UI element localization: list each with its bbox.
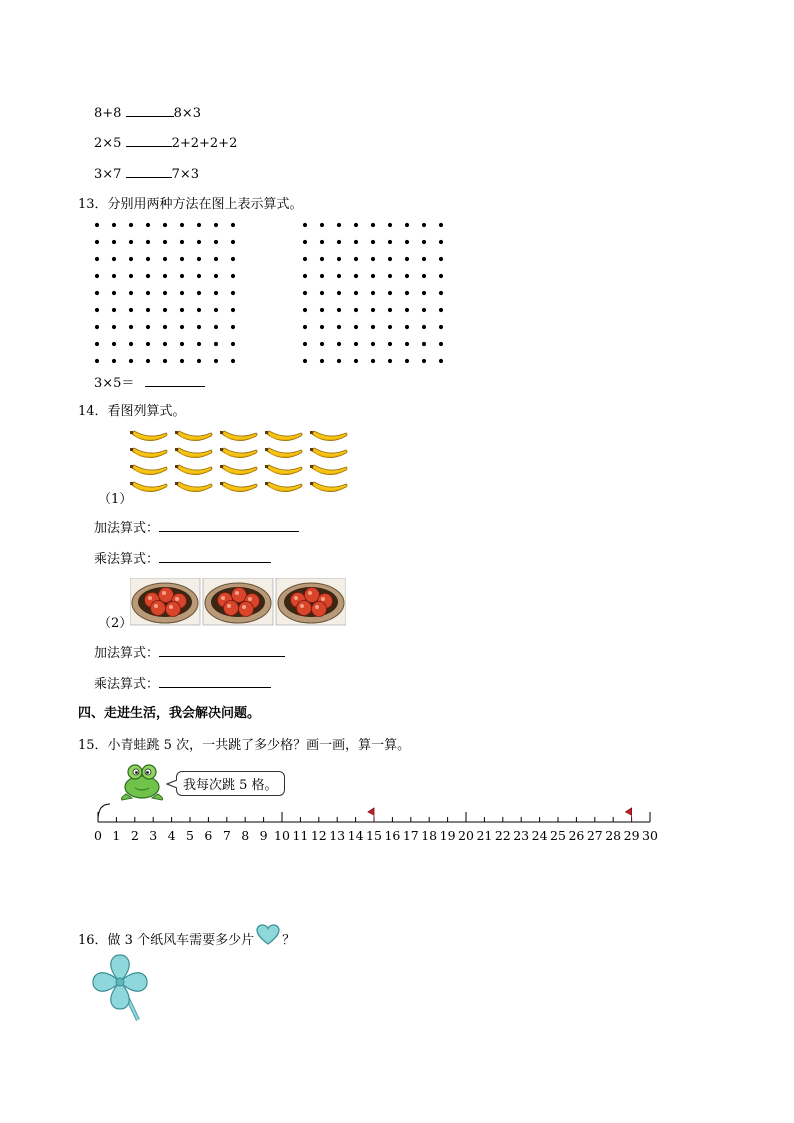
tick-label: 20	[458, 828, 474, 843]
part-2-label: （2）	[98, 616, 133, 631]
grid-dot[interactable]	[371, 223, 375, 227]
question-15: 15．小青蛙跳 5 次，一共跳了多少格？画一画，算一算。	[78, 738, 411, 753]
grid-dot[interactable]	[129, 359, 133, 363]
grid-dot[interactable]	[146, 223, 150, 227]
grid-dot[interactable]	[388, 257, 392, 261]
banana-icon	[220, 465, 257, 475]
grid-dot[interactable]	[354, 308, 358, 312]
grid-dot[interactable]	[180, 257, 184, 261]
grid-dot[interactable]	[354, 274, 358, 278]
grid-dot[interactable]	[112, 325, 116, 329]
grid-dot[interactable]	[95, 274, 99, 278]
comparison-left: 8+8	[94, 106, 122, 121]
comparison-left: 3×7	[94, 167, 122, 182]
grid-dot[interactable]	[337, 257, 341, 261]
banana-icon	[310, 448, 347, 458]
grid-dot[interactable]	[146, 308, 150, 312]
tick-label: 30	[642, 828, 658, 843]
tick-label: 3	[149, 828, 158, 843]
grid-dot[interactable]	[439, 308, 443, 312]
grid-dot[interactable]	[231, 274, 235, 278]
tick-label: 17	[402, 828, 419, 843]
apple-plates-picture	[130, 578, 346, 626]
tick-label: 2	[130, 828, 139, 843]
grid-dot[interactable]	[371, 359, 375, 363]
grid-dot[interactable]	[337, 342, 341, 346]
grid-dot[interactable]	[112, 274, 116, 278]
grid-dot[interactable]	[129, 342, 133, 346]
speech-bubble: 我每次跳 5 格。	[176, 771, 285, 796]
grid-dot[interactable]	[337, 308, 341, 312]
grid-dot[interactable]	[405, 291, 409, 295]
grid-dot[interactable]	[337, 291, 341, 295]
grid-dot[interactable]	[320, 342, 324, 346]
tick-label: 29	[623, 828, 640, 843]
banana-icon	[265, 465, 302, 475]
grid-dot[interactable]	[146, 325, 150, 329]
grid-dot[interactable]	[231, 359, 235, 363]
grid-dot[interactable]	[439, 223, 443, 227]
grid-dot[interactable]	[197, 223, 201, 227]
multiplication-line-2	[94, 675, 271, 693]
tick-label: 16	[384, 828, 401, 843]
tick-label: 8	[241, 828, 250, 843]
grid-dot[interactable]	[405, 240, 409, 244]
grid-dot[interactable]	[303, 240, 307, 244]
answer-blank[interactable]	[126, 104, 174, 117]
grid-dot[interactable]	[320, 325, 324, 329]
grid-dot[interactable]	[439, 291, 443, 295]
grid-dot[interactable]	[95, 291, 99, 295]
grid-dot[interactable]	[422, 359, 426, 363]
grid-dot[interactable]	[303, 325, 307, 329]
dot-grid-left[interactable]	[90, 218, 240, 368]
grid-dot[interactable]	[146, 291, 150, 295]
addition-line-2	[94, 644, 285, 662]
grid-dot[interactable]	[129, 257, 133, 261]
jump-start-arc	[98, 804, 110, 820]
grid-dot[interactable]	[405, 325, 409, 329]
grid-dot[interactable]	[337, 359, 341, 363]
grid-dot[interactable]	[354, 325, 358, 329]
grid-dot[interactable]	[112, 308, 116, 312]
banana-icon	[175, 482, 212, 492]
grid-dot[interactable]	[439, 257, 443, 261]
grid-dot[interactable]	[231, 240, 235, 244]
grid-dot[interactable]	[112, 291, 116, 295]
grid-dot[interactable]	[214, 325, 218, 329]
answer-blank[interactable]	[126, 165, 172, 178]
grid-dot[interactable]	[320, 359, 324, 363]
grid-dot[interactable]	[337, 274, 341, 278]
grid-dot[interactable]	[180, 359, 184, 363]
comparison-1	[94, 104, 201, 122]
grid-dot[interactable]	[337, 223, 341, 227]
grid-dot[interactable]	[180, 308, 184, 312]
grid-dot[interactable]	[146, 274, 150, 278]
grid-dot[interactable]	[388, 359, 392, 363]
comparison-2	[94, 134, 237, 152]
grid-dot[interactable]	[214, 223, 218, 227]
grid-dot[interactable]	[197, 274, 201, 278]
tick-label: 1	[112, 828, 121, 843]
grid-dot[interactable]	[422, 342, 426, 346]
grid-dot[interactable]	[95, 308, 99, 312]
banana-icon	[220, 448, 257, 458]
flag-marker	[626, 808, 632, 822]
grid-dot[interactable]	[388, 274, 392, 278]
grid-dot[interactable]	[129, 274, 133, 278]
grid-dot[interactable]	[303, 342, 307, 346]
tick-label: 24	[531, 828, 548, 843]
grid-dot[interactable]	[163, 223, 167, 227]
grid-dot[interactable]	[422, 325, 426, 329]
grid-dot[interactable]	[439, 240, 443, 244]
grid-dot[interactable]	[371, 240, 375, 244]
grid-dot[interactable]	[95, 325, 99, 329]
number-line-labels	[90, 828, 670, 846]
grid-dot[interactable]	[214, 274, 218, 278]
grid-dot[interactable]	[129, 240, 133, 244]
grid-dot[interactable]	[197, 240, 201, 244]
grid-dot[interactable]	[146, 359, 150, 363]
tick-label: 7	[222, 828, 231, 843]
grid-dot[interactable]	[303, 291, 307, 295]
grid-dot[interactable]	[354, 257, 358, 261]
multiplication-line-1	[94, 550, 271, 568]
grid-dot[interactable]	[371, 274, 375, 278]
answer-blank[interactable]	[159, 519, 299, 532]
q16-text: 16．做 3 个纸风车需要多少片	[78, 933, 255, 948]
answer-blank[interactable]	[126, 134, 172, 147]
tick-label: 21	[476, 828, 493, 843]
grid-dot[interactable]	[214, 342, 218, 346]
grid-dot[interactable]	[129, 291, 133, 295]
grid-dot[interactable]	[197, 359, 201, 363]
grid-dot[interactable]	[180, 274, 184, 278]
grid-dot[interactable]	[422, 257, 426, 261]
apple-plate-icon	[130, 578, 200, 625]
tick-label: 9	[259, 828, 268, 843]
grid-dot[interactable]	[303, 359, 307, 363]
dot-grid-right[interactable]	[298, 218, 448, 368]
grid-dot[interactable]	[129, 325, 133, 329]
banana-icon	[265, 482, 302, 492]
banana-icon	[175, 448, 212, 458]
grid-dot[interactable]	[231, 223, 235, 227]
grid-dot[interactable]	[214, 240, 218, 244]
question-16	[78, 924, 295, 949]
grid-dot[interactable]	[439, 342, 443, 346]
grid-dot[interactable]	[371, 308, 375, 312]
grid-dot[interactable]	[231, 257, 235, 261]
answer-blank[interactable]	[159, 675, 271, 688]
section-4-heading: 四、走进生活，我会解决问题。	[78, 706, 261, 721]
grid-dot[interactable]	[146, 240, 150, 244]
grid-dot[interactable]	[422, 240, 426, 244]
grid-dot[interactable]	[422, 291, 426, 295]
grid-dot[interactable]	[95, 240, 99, 244]
grid-dot[interactable]	[163, 359, 167, 363]
apple-plate-icon	[276, 578, 346, 625]
tick-label: 0	[94, 828, 102, 843]
comparison-right: 7×3	[171, 167, 200, 182]
grid-dot[interactable]	[320, 291, 324, 295]
grid-dot[interactable]	[180, 240, 184, 244]
banana-icon	[130, 431, 167, 441]
frog-icon	[118, 760, 166, 802]
grid-dot[interactable]	[320, 274, 324, 278]
grid-dot[interactable]	[405, 359, 409, 363]
banana-icon	[220, 431, 257, 441]
answer-blank[interactable]	[159, 550, 271, 563]
grid-dot[interactable]	[354, 223, 358, 227]
grid-dot[interactable]	[129, 223, 133, 227]
tick-label: 25	[550, 828, 566, 843]
grid-dot[interactable]	[214, 291, 218, 295]
grid-dot[interactable]	[231, 342, 235, 346]
tick-label: 26	[568, 828, 585, 843]
grid-dot[interactable]	[197, 308, 201, 312]
tick-label: 5	[186, 828, 194, 843]
grid-dot[interactable]	[388, 240, 392, 244]
grid-dot[interactable]	[180, 291, 184, 295]
tick-label: 4	[167, 828, 176, 843]
heart-icon	[256, 924, 280, 946]
grid-dot[interactable]	[146, 342, 150, 346]
grid-dot[interactable]	[354, 342, 358, 346]
tick-label: 13	[329, 828, 346, 843]
grid-dot[interactable]	[388, 291, 392, 295]
expression-text: 3×5＝	[94, 376, 135, 391]
tick-label: 23	[513, 828, 530, 843]
grid-dot[interactable]	[354, 240, 358, 244]
grid-dot[interactable]	[320, 223, 324, 227]
grid-dot[interactable]	[320, 308, 324, 312]
grid-dot[interactable]	[405, 308, 409, 312]
part-1-label: （1）	[98, 492, 133, 507]
grid-dot[interactable]	[439, 325, 443, 329]
apple-plate-icon	[203, 578, 273, 625]
q13-expression	[94, 374, 205, 392]
grid-dot[interactable]	[303, 308, 307, 312]
mul-label: 乘法算式：	[94, 552, 160, 567]
grid-dot[interactable]	[163, 240, 167, 244]
tick-label: 15	[366, 828, 382, 843]
add-label: 加法算式：	[94, 646, 160, 661]
q16-suffix: ？	[282, 933, 296, 948]
number-line[interactable]	[90, 800, 670, 830]
banana-icon	[130, 465, 167, 475]
grid-dot[interactable]	[112, 359, 116, 363]
banana-icon	[175, 465, 212, 475]
grid-dot[interactable]	[112, 257, 116, 261]
grid-dot[interactable]	[371, 342, 375, 346]
grid-dot[interactable]	[95, 223, 99, 227]
grid-dot[interactable]	[337, 240, 341, 244]
grid-dot[interactable]	[163, 325, 167, 329]
grid-dot[interactable]	[95, 359, 99, 363]
grid-dot[interactable]	[112, 342, 116, 346]
banana-icon	[130, 448, 167, 458]
grid-dot[interactable]	[95, 257, 99, 261]
grid-dot[interactable]	[197, 342, 201, 346]
comparison-3	[94, 165, 199, 183]
tick-label: 10	[274, 828, 290, 843]
grid-dot[interactable]	[180, 342, 184, 346]
tick-label: 18	[421, 828, 438, 843]
banana-icon	[310, 482, 347, 492]
grid-dot[interactable]	[303, 274, 307, 278]
grid-dot[interactable]	[337, 325, 341, 329]
grid-dot[interactable]	[214, 257, 218, 261]
tick-label: 22	[494, 828, 511, 843]
grid-dot[interactable]	[371, 325, 375, 329]
grid-dot[interactable]	[214, 308, 218, 312]
grid-dot[interactable]	[146, 257, 150, 261]
banana-icon	[265, 431, 302, 441]
mul-label: 乘法算式：	[94, 677, 160, 692]
grid-dot[interactable]	[231, 308, 235, 312]
grid-dot[interactable]	[422, 308, 426, 312]
grid-dot[interactable]	[197, 291, 201, 295]
grid-dot[interactable]	[371, 257, 375, 261]
grid-dot[interactable]	[303, 257, 307, 261]
grid-dot[interactable]	[388, 325, 392, 329]
comparison-left: 2×5	[94, 136, 122, 151]
banana-icon	[310, 465, 347, 475]
addition-line-1	[94, 519, 299, 537]
grid-dot[interactable]	[129, 308, 133, 312]
grid-dot[interactable]	[112, 223, 116, 227]
tick-label: 6	[204, 828, 213, 843]
grid-dot[interactable]	[214, 359, 218, 363]
grid-dot[interactable]	[231, 325, 235, 329]
grid-dot[interactable]	[320, 240, 324, 244]
grid-dot[interactable]	[197, 325, 201, 329]
grid-dot[interactable]	[163, 257, 167, 261]
grid-dot[interactable]	[422, 223, 426, 227]
grid-dot[interactable]	[439, 359, 443, 363]
answer-blank[interactable]	[159, 644, 285, 657]
tick-label: 11	[292, 828, 309, 843]
grid-dot[interactable]	[388, 342, 392, 346]
banana-icon	[310, 431, 347, 441]
grid-dot[interactable]	[405, 342, 409, 346]
grid-dot[interactable]	[405, 257, 409, 261]
grid-dot[interactable]	[439, 274, 443, 278]
grid-dot[interactable]	[231, 291, 235, 295]
grid-dot[interactable]	[180, 325, 184, 329]
pinwheel-icon	[90, 952, 150, 1024]
grid-dot[interactable]	[303, 223, 307, 227]
tick-label: 27	[586, 828, 603, 843]
grid-dot[interactable]	[388, 223, 392, 227]
grid-dot[interactable]	[197, 257, 201, 261]
tick-label: 14	[347, 828, 364, 843]
grid-dot[interactable]	[422, 274, 426, 278]
flag-marker	[368, 808, 374, 822]
banana-icon	[220, 482, 257, 492]
add-label: 加法算式：	[94, 521, 160, 536]
question-13: 13．分别用两种方法在图上表示算式。	[78, 197, 303, 212]
answer-blank[interactable]	[145, 374, 205, 387]
grid-dot[interactable]	[371, 291, 375, 295]
comparison-right: 2+2+2+2	[171, 136, 238, 151]
comparison-right: 8×3	[173, 106, 202, 121]
bubble-tail	[166, 778, 178, 790]
question-14: 14．看图列算式。	[78, 404, 186, 419]
grid-dot[interactable]	[405, 223, 409, 227]
banana-icon	[130, 482, 167, 492]
tick-label: 19	[439, 828, 456, 843]
grid-dot[interactable]	[163, 274, 167, 278]
grid-dot[interactable]	[354, 359, 358, 363]
grid-dot[interactable]	[112, 240, 116, 244]
grid-dot[interactable]	[163, 291, 167, 295]
tick-label: 28	[605, 828, 622, 843]
tick-label: 12	[310, 828, 327, 843]
banana-picture	[128, 428, 350, 504]
banana-icon	[175, 431, 212, 441]
grid-dot[interactable]	[388, 308, 392, 312]
grid-dot[interactable]	[320, 257, 324, 261]
grid-dot[interactable]	[95, 342, 99, 346]
grid-dot[interactable]	[354, 291, 358, 295]
banana-icon	[265, 448, 302, 458]
grid-dot[interactable]	[163, 342, 167, 346]
grid-dot[interactable]	[163, 308, 167, 312]
grid-dot[interactable]	[180, 223, 184, 227]
grid-dot[interactable]	[405, 274, 409, 278]
